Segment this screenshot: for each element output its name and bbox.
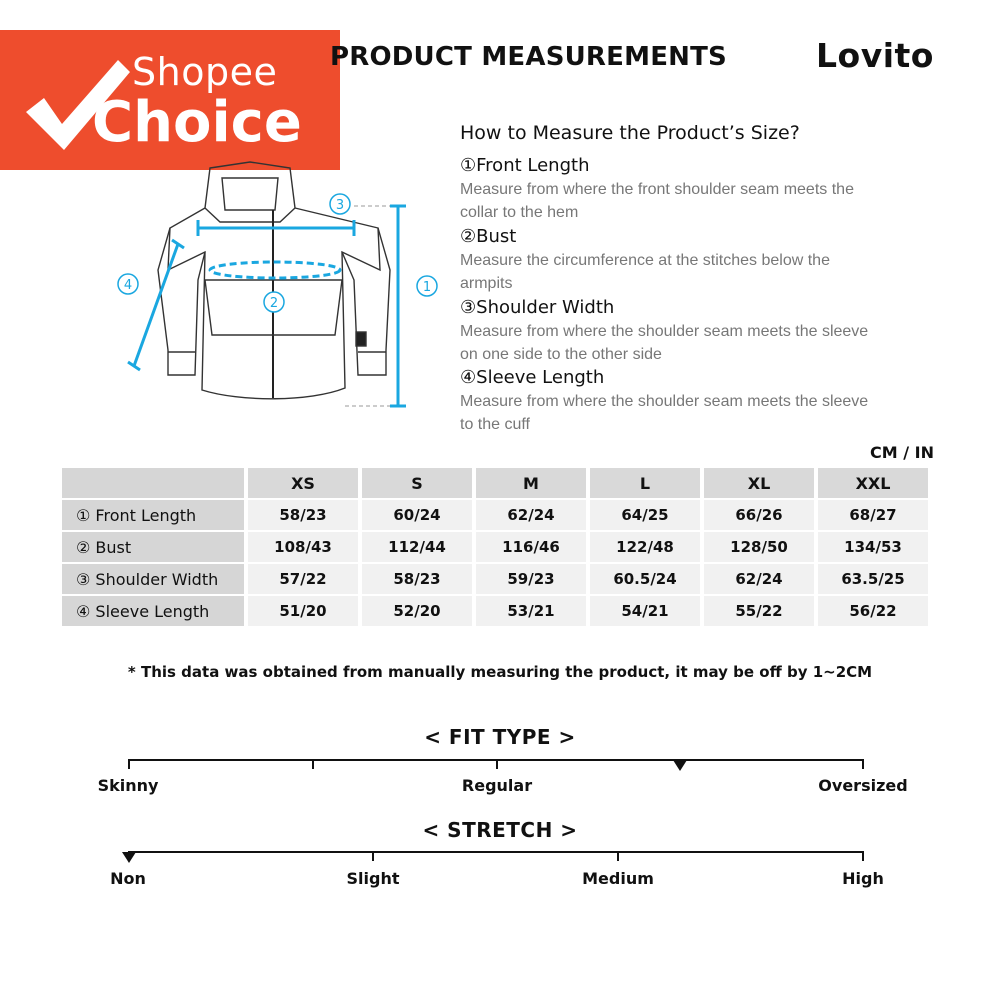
measure-desc: on one side to the other side	[460, 346, 662, 363]
size-header: S	[362, 468, 472, 498]
fit-type-tick	[496, 759, 498, 769]
measure-item-shoulder-width	[460, 296, 920, 366]
table-cell: 63.5/25	[818, 564, 928, 594]
table-cell: 59/23	[476, 564, 586, 594]
measure-name: ②Bust	[460, 226, 517, 247]
row-label: ③ Shoulder Width	[62, 564, 244, 594]
fit-type-tick	[312, 759, 314, 769]
size-header: XL	[704, 468, 814, 498]
table-cell: 112/44	[362, 532, 472, 562]
stretch-scale-line	[128, 851, 864, 853]
size-header: XXL	[818, 468, 928, 498]
table-cell: 128/50	[704, 532, 814, 562]
stretch-tick	[862, 851, 864, 861]
row-label: ① Front Length	[62, 500, 244, 530]
measure-name: ④Sleeve Length	[460, 367, 605, 388]
stretch-label-non: Non	[110, 869, 146, 888]
size-table	[62, 468, 936, 628]
marker-1-label: 1	[422, 280, 432, 295]
table-cell: 122/48	[590, 532, 700, 562]
table-cell: 116/46	[476, 532, 586, 562]
table-row	[62, 564, 936, 594]
table-cell: 58/23	[248, 500, 358, 530]
measurement-note: * This data was obtained from manually measuring the product, it may be off by 1~2CM	[127, 663, 873, 681]
stretch-label-medium: Medium	[582, 869, 654, 888]
unit-label: CM / IN	[870, 443, 934, 462]
table-header-row	[62, 468, 936, 498]
stretch-label-high: High	[842, 869, 884, 888]
howto-title: How to Measure the Product’s Size?	[460, 122, 800, 144]
size-header: M	[476, 468, 586, 498]
table-cell: 134/53	[818, 532, 928, 562]
fit-type-title: < FIT TYPE >	[424, 725, 576, 749]
table-row	[62, 532, 936, 562]
jacket-illustration	[110, 160, 450, 420]
shopee-choice-badge	[0, 30, 340, 170]
measure-name: ①Front Length	[460, 155, 590, 176]
measure-desc: Measure from where the shoulder seam meets the sleeve	[460, 393, 869, 410]
table-cell: 62/24	[704, 564, 814, 594]
row-label: ② Bust	[62, 532, 244, 562]
fit-type-tick	[128, 759, 130, 769]
size-header: L	[590, 468, 700, 498]
table-cell: 60.5/24	[590, 564, 700, 594]
table-cell: 51/20	[248, 596, 358, 626]
table-cell: 108/43	[248, 532, 358, 562]
measure-desc: Measure from where the shoulder seam meets the sleeve	[460, 323, 869, 340]
table-cell: 68/27	[818, 500, 928, 530]
table-cell: 66/26	[704, 500, 814, 530]
table-row	[62, 500, 936, 530]
badge-top-text: Shopee	[132, 50, 278, 94]
table-cell: 62/24	[476, 500, 586, 530]
measure-item-sleeve-length	[460, 366, 920, 436]
measure-name: ③Shoulder Width	[460, 297, 615, 318]
table-row	[62, 596, 936, 626]
table-cell: 54/21	[590, 596, 700, 626]
stretch-tick	[617, 851, 619, 861]
fit-type-tick	[862, 759, 864, 769]
table-cell: 64/25	[590, 500, 700, 530]
row-label: ④ Sleeve Length	[62, 596, 244, 626]
measure-desc: armpits	[460, 275, 513, 292]
measure-desc: Measure from where the front shoulder seam meets the	[460, 181, 854, 198]
stretch-title: < STRETCH >	[422, 818, 578, 842]
table-cell: 58/23	[362, 564, 472, 594]
badge-main-text: Choice	[92, 90, 302, 155]
stretch-marker	[122, 852, 136, 863]
stretch-tick	[372, 851, 374, 861]
table-cell: 57/22	[248, 564, 358, 594]
marker-3-label: 3	[335, 198, 345, 213]
table-cell: 52/20	[362, 596, 472, 626]
table-cell: 53/21	[476, 596, 586, 626]
stretch-label-slight: Slight	[346, 869, 400, 888]
page-title: PRODUCT MEASUREMENTS	[330, 42, 727, 72]
table-cell: 60/24	[362, 500, 472, 530]
marker-2-label: 2	[269, 296, 279, 311]
fit-label-skinny: Skinny	[97, 776, 159, 795]
measure-desc: Measure the circumference at the stitches below the	[460, 252, 830, 269]
measure-desc: to the cuff	[460, 416, 530, 433]
table-cell: 55/22	[704, 596, 814, 626]
size-header: XS	[248, 468, 358, 498]
fit-label-regular: Regular	[461, 776, 533, 795]
fit-label-oversized: Oversized	[818, 776, 908, 795]
measure-item-front-length	[460, 154, 920, 224]
table-cell: 56/22	[818, 596, 928, 626]
table-corner	[62, 468, 244, 498]
fit-type-marker	[673, 760, 687, 771]
measure-item-bust	[460, 225, 920, 295]
measure-desc: collar to the hem	[460, 204, 579, 221]
marker-4-label: 4	[123, 278, 133, 293]
brand-logo: Lovito	[816, 36, 934, 75]
